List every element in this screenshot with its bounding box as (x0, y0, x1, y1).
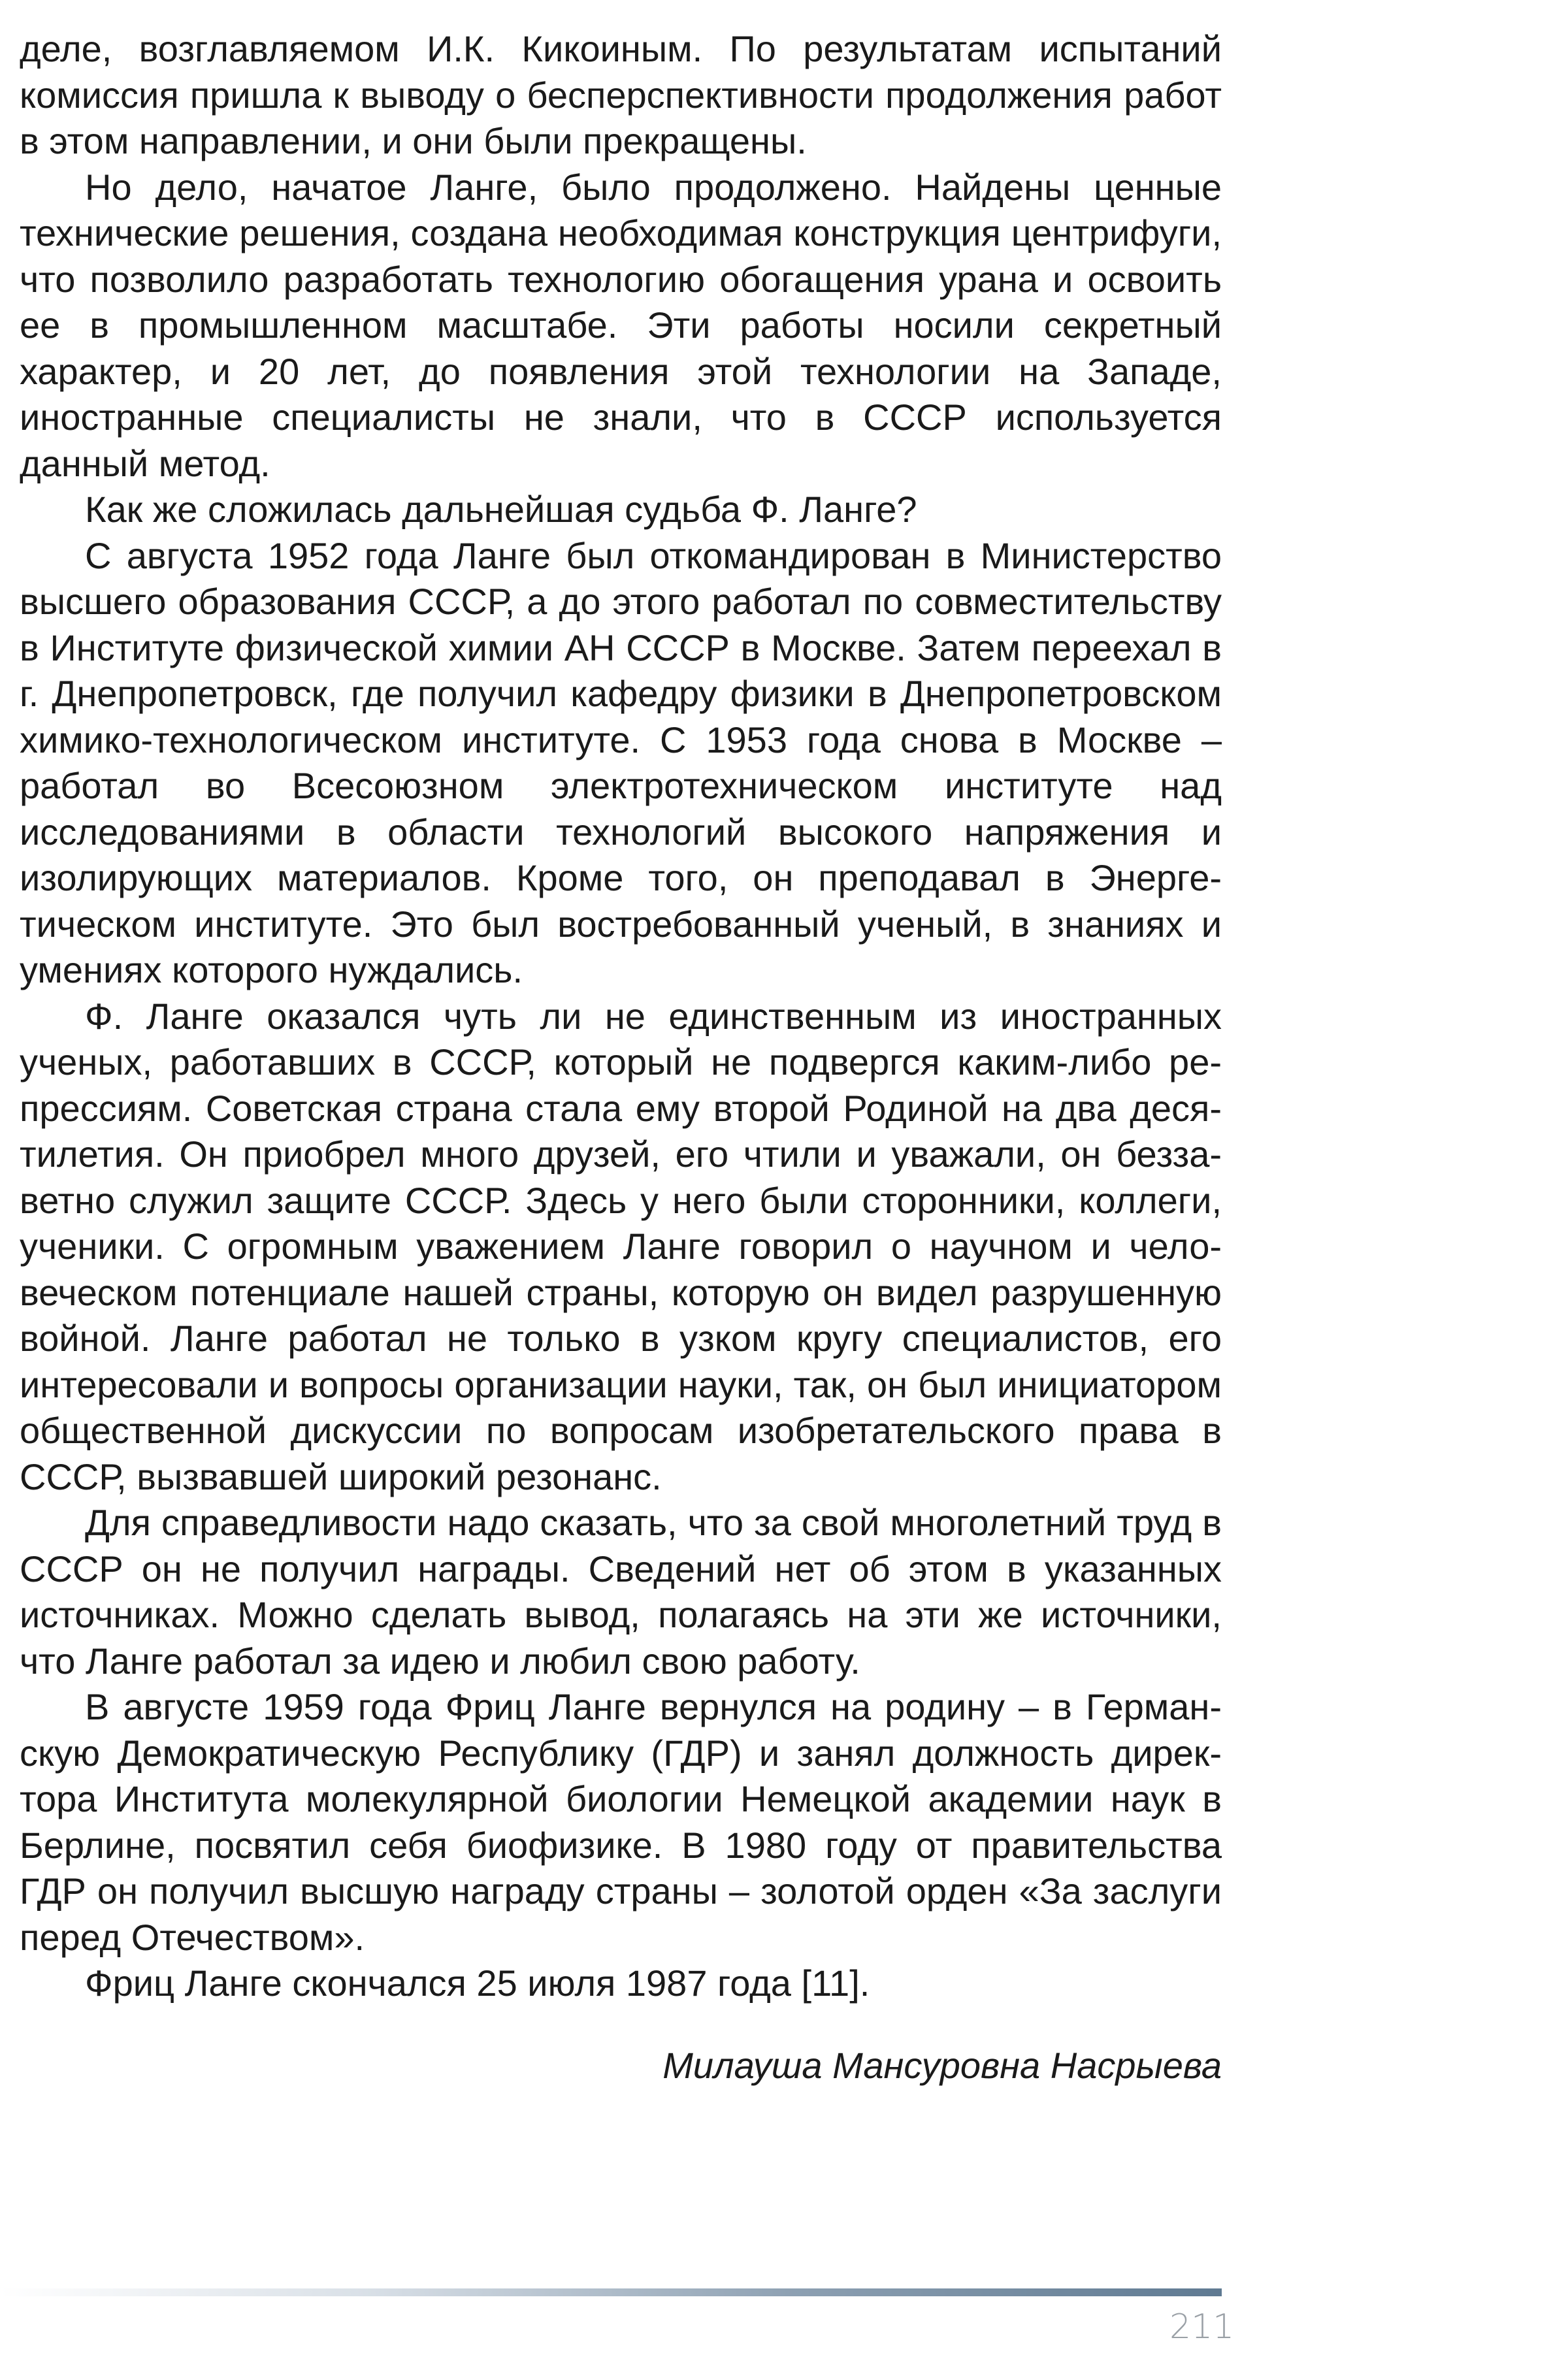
footer-divider (0, 2288, 1222, 2296)
paragraph-8: Фриц Ланге скончался 25 июля 1987 года [11]. (85, 1962, 870, 2004)
article-body (20, 26, 1222, 2089)
author-signature: Милауша Мансуровна Насрыева (662, 2044, 1222, 2086)
paragraph-1: деле, возглавляемом И.К. Кикоиным. По результатам испытаний комиссия пришла к выводу о бесперспективности продолжения работ в этом направлении, и они были прекращены. (20, 28, 1222, 161)
paragraph-4: С августа 1952 года Ланге был откомандирован в Министерство высшего образования СССР, а до этого работал по совместительству в Институте физической химии АН СССР в Москве. Затем переехал в г. Днепропетровск, где получил кафедру физики в Днепропетровском химико-технологическом институте. С 1953 года снова в Москве – работал во Всесоюзном электротехническом институте над исследованиями в области технологий высокого напряжения и изолирующих материалов. Кроме того, он преподавал в Энергетическом институте. Это был востребованный ученый, в знаниях и умениях которого нуждались. (20, 534, 1222, 990)
paragraph-2: Но дело, начатое Ланге, было продолжено. Найдены ценные технические решения, создана необходимая конструкция центрифуги, что позволило разработать технологию обогащения урана и освоить ее в промышленном масштабе. Эти работы носили секретный характер, и 20 лет, до появления этой технологии на Западе, иностранные специалисты не знали, что в СССР используется данный метод. (20, 166, 1222, 484)
paragraph-6: Для справедливости надо сказать, что за свой многолетний труд в СССР он не получил награды. Сведений нет об этом в указанных источниках. Можно сделать вывод, полагаясь на эти же источники, что Ланге работал за идею и любил свою работу. (20, 1502, 1222, 1682)
page-number: 211 (1169, 2307, 1235, 2347)
paragraph-7: В августе 1959 года Фриц Ланге вернулся на родину – в Германскую Демократическую Республику (ГДР) и занял должность директора Института молекулярной биологии Немецкой академии наук в Берлине, посвятил себя биофизике. В 1980 году от правительства ГДР он получил высшую награду страны – золотой орден «За заслуги перед Отечеством». (20, 1686, 1222, 1958)
paragraph-3: Как же сложилась дальнейшая судьба Ф. Ланге? (85, 489, 917, 530)
paragraph-5: Ф. Ланге оказался чуть ли не единственным из иностранных ученых, работавших в СССР, который не подвергся каким-либо репрессиям. Советская страна стала ему второй Родиной на два десятилетия. Он приобрел много друзей, его чтили и уважали, он беззаветно служил защите СССР. Здесь у него были сторонники, коллеги, ученики. С огромным уважением Ланге говорил о научном и человеческом потенциале нашей страны, которую он видел разрушенную войной. Ланге работал не только в узком кругу специалистов, его интересовали и вопросы организации науки, так, он был инициатором общественной дискуссии по вопросам изобретательского права в СССР, вызвавшей широкий резонанс. (20, 995, 1222, 1497)
